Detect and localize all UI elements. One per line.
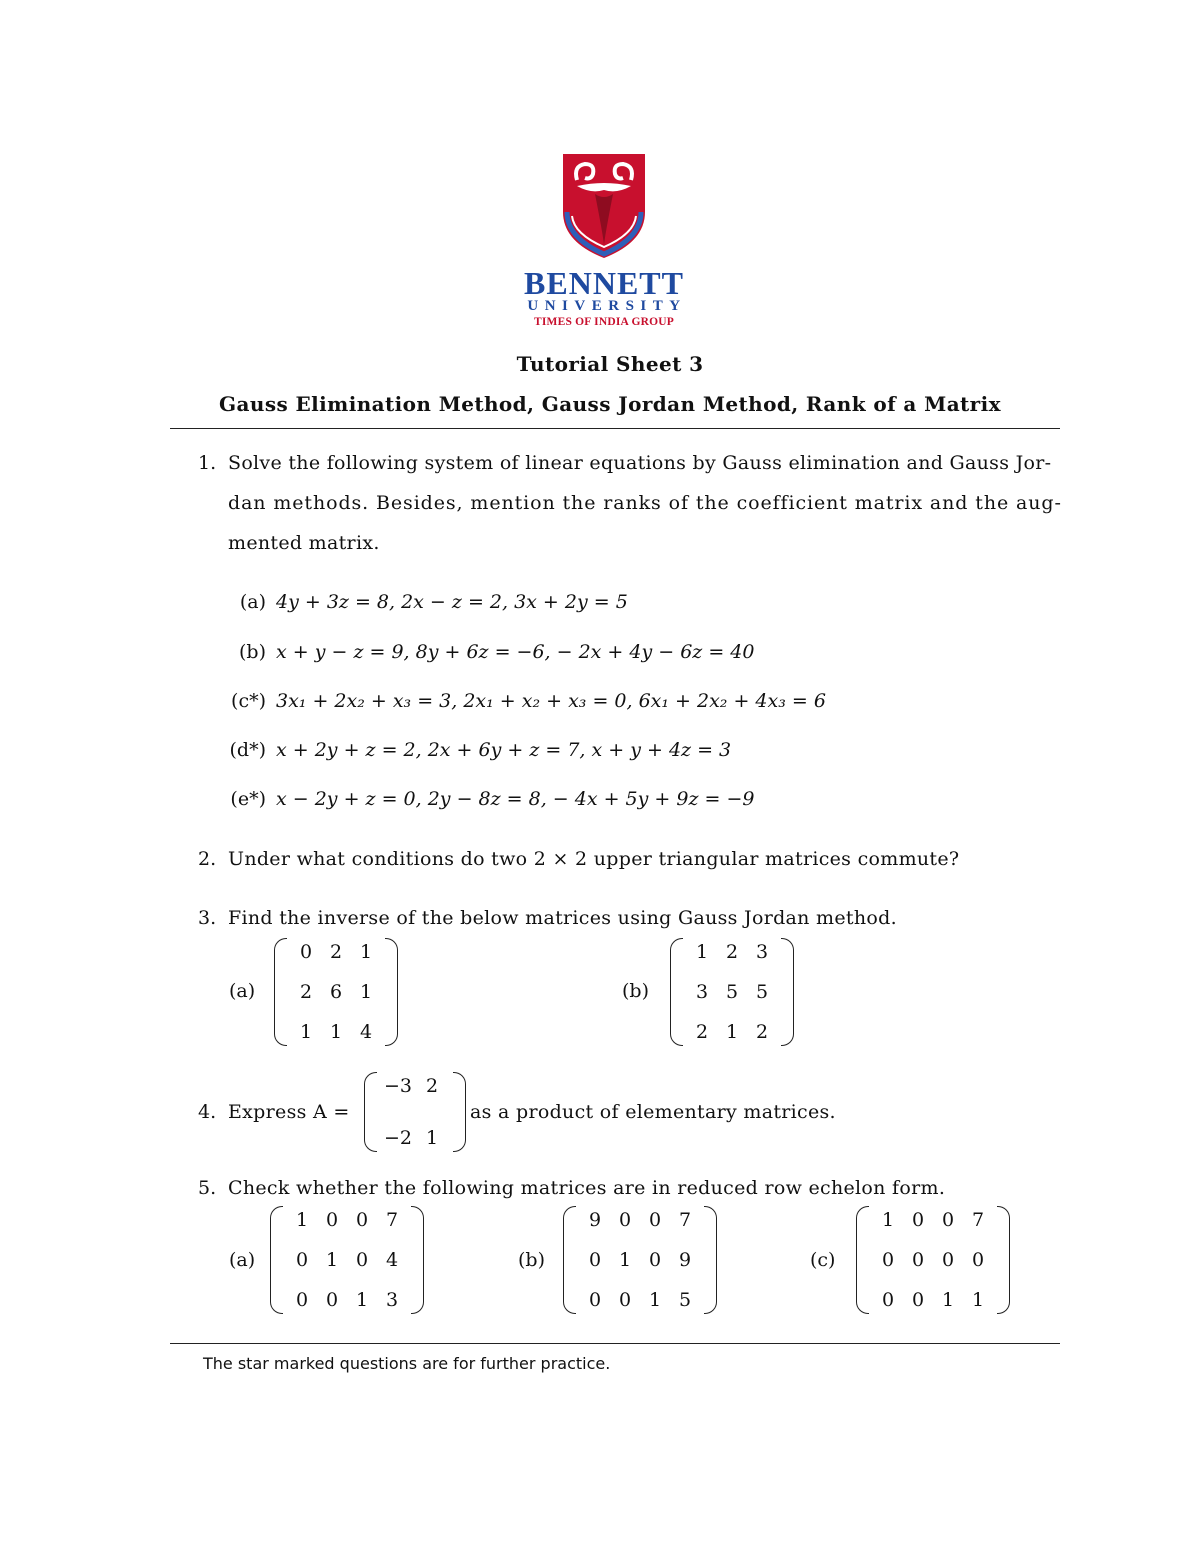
q3a-matrix — [274, 938, 398, 1046]
q5a-matrix-grid — [283, 1206, 411, 1314]
q5a-label: (a) — [229, 1249, 256, 1271]
shield-crest-icon — [559, 150, 649, 260]
q5b-matrix-cell-2-3: 5 — [678, 1289, 692, 1311]
q1b-label: (b) — [239, 641, 266, 663]
q5c-matrix-cell-1-2: 0 — [941, 1249, 955, 1271]
q5-text: Check whether the following matrices are in reduced row echelon form. — [228, 1177, 946, 1199]
left-paren — [364, 1072, 377, 1152]
q5a-matrix-cell-2-0: 0 — [295, 1289, 309, 1311]
q1-line2: dan methods. Besides, mention the ranks of the coefficient matrix and the aug- — [228, 492, 1062, 514]
q2-number: 2. — [198, 848, 217, 870]
left-paren — [670, 938, 683, 1046]
q2-text: Under what conditions do two 2 × 2 upper triangular matrices commute? — [228, 848, 960, 870]
logo-group: TIMES OF INDIA GROUP — [534, 316, 674, 328]
q5b-matrix-grid — [576, 1206, 704, 1314]
q5c-matrix-cell-0-3: 7 — [971, 1209, 985, 1231]
logo-subtitle: UNIVERSITY — [527, 298, 687, 314]
q4-matrix-cell-1-0: −2 — [383, 1127, 412, 1149]
q1d-label: (d*) — [229, 739, 266, 761]
q3b-matrix-cell-2-1: 1 — [725, 1021, 739, 1043]
q5b-matrix-cell-0-2: 0 — [648, 1209, 662, 1231]
q4-suffix: as a product of elementary matrices. — [470, 1101, 836, 1123]
header-divider — [170, 428, 1060, 429]
q4-matrix-cell-1-1: 1 — [425, 1127, 439, 1149]
q5b-matrix-cell-2-0: 0 — [588, 1289, 602, 1311]
q4-matrix — [364, 1072, 466, 1152]
q3b-matrix-grid — [683, 938, 781, 1046]
q3-text: Find the inverse of the below matrices using Gauss Jordan method. — [228, 907, 897, 929]
right-paren — [385, 938, 398, 1046]
q5b-matrix-cell-1-2: 0 — [648, 1249, 662, 1271]
q3b-matrix-cell-0-2: 3 — [755, 941, 769, 963]
q5a-matrix-cell-1-1: 1 — [325, 1249, 339, 1271]
q4-matrix-cell-0-1: 2 — [425, 1075, 439, 1097]
q3b-label: (b) — [622, 980, 649, 1002]
sheet-subtitle: Gauss Elimination Method, Gauss Jordan Method, Rank of a Matrix — [219, 392, 1001, 416]
q4-prefix: Express A = — [228, 1101, 350, 1123]
q4-matrix-grid — [377, 1072, 453, 1152]
q5c-matrix-cell-2-2: 1 — [941, 1289, 955, 1311]
q5b-matrix-cell-0-3: 7 — [678, 1209, 692, 1231]
q3b-matrix-cell-0-0: 1 — [695, 941, 709, 963]
right-paren — [997, 1206, 1010, 1314]
q3a-matrix-cell-2-0: 1 — [299, 1021, 313, 1043]
q3a-matrix-cell-2-2: 4 — [359, 1021, 373, 1043]
q3a-matrix-cell-2-1: 1 — [329, 1021, 343, 1043]
q5b-matrix — [563, 1206, 717, 1314]
right-paren — [781, 938, 794, 1046]
q5b-matrix-cell-1-3: 9 — [678, 1249, 692, 1271]
q5c-matrix-cell-2-3: 1 — [971, 1289, 985, 1311]
q5c-matrix-cell-1-0: 0 — [881, 1249, 895, 1271]
q1-line1: Solve the following system of linear equations by Gauss elimination and Gauss Jor- — [228, 452, 1052, 474]
q5a-matrix-cell-2-2: 1 — [355, 1289, 369, 1311]
q3a-matrix-cell-1-0: 2 — [299, 981, 313, 1003]
q5b-label: (b) — [518, 1249, 545, 1271]
q5a-matrix-cell-1-0: 0 — [295, 1249, 309, 1271]
q5b-matrix-cell-0-1: 0 — [618, 1209, 632, 1231]
q5a-matrix-cell-2-3: 3 — [385, 1289, 399, 1311]
q5a-matrix-cell-1-2: 0 — [355, 1249, 369, 1271]
q1e-equation: x − 2y + z = 0, 2y − 8z = 8, − 4x + 5y + 9z = −9 — [276, 788, 755, 810]
q5c-matrix-cell-2-1: 0 — [911, 1289, 925, 1311]
q5b-matrix-cell-2-2: 1 — [648, 1289, 662, 1311]
q1-line3: mented matrix. — [228, 532, 380, 554]
q5a-matrix-cell-0-0: 1 — [295, 1209, 309, 1231]
q1c-label: (c*) — [231, 690, 266, 712]
q5c-matrix-cell-1-1: 0 — [911, 1249, 925, 1271]
q3b-matrix-cell-1-1: 5 — [725, 981, 739, 1003]
q5c-matrix-cell-0-0: 1 — [881, 1209, 895, 1231]
q1c-equation: 3x₁ + 2x₂ + x₃ = 3, 2x₁ + x₂ + x₃ = 0, 6x₁ + 2x₂ + 4x₃ = 6 — [276, 690, 826, 712]
q1e-label: (e*) — [230, 788, 266, 810]
right-paren — [411, 1206, 424, 1314]
q5a-matrix — [270, 1206, 424, 1314]
right-paren — [704, 1206, 717, 1314]
q3a-matrix-grid — [287, 938, 385, 1046]
q3a-matrix-cell-0-1: 2 — [329, 941, 343, 963]
q3a-matrix-cell-0-0: 0 — [299, 941, 313, 963]
q1b-equation: x + y − z = 9, 8y + 6z = −6, − 2x + 4y − 6z = 40 — [276, 641, 755, 663]
q3a-matrix-cell-0-2: 1 — [359, 941, 373, 963]
q3b-matrix-cell-2-0: 2 — [695, 1021, 709, 1043]
q5-number: 5. — [198, 1177, 217, 1199]
q3b-matrix-cell-2-2: 2 — [755, 1021, 769, 1043]
q5c-matrix-grid — [869, 1206, 997, 1314]
q3a-matrix-cell-1-2: 1 — [359, 981, 373, 1003]
q5a-matrix-cell-0-1: 0 — [325, 1209, 339, 1231]
q5b-matrix-cell-0-0: 9 — [588, 1209, 602, 1231]
q5b-matrix-cell-2-1: 0 — [618, 1289, 632, 1311]
left-paren — [270, 1206, 283, 1314]
q5a-matrix-cell-0-3: 7 — [385, 1209, 399, 1231]
q4-number: 4. — [198, 1101, 217, 1123]
left-paren — [856, 1206, 869, 1314]
left-paren — [563, 1206, 576, 1314]
footnote: The star marked questions are for further practice. — [203, 1354, 611, 1373]
logo-name: BENNETT — [524, 265, 684, 301]
q1a-equation: 4y + 3z = 8, 2x − z = 2, 3x + 2y = 5 — [276, 591, 628, 613]
left-paren — [274, 938, 287, 1046]
q3-number: 3. — [198, 907, 217, 929]
q1a-label: (a) — [239, 591, 266, 613]
q5c-matrix-cell-0-2: 0 — [941, 1209, 955, 1231]
right-paren — [453, 1072, 466, 1152]
q5c-matrix-cell-0-1: 0 — [911, 1209, 925, 1231]
q3b-matrix-cell-1-0: 3 — [695, 981, 709, 1003]
q5b-matrix-cell-1-1: 1 — [618, 1249, 632, 1271]
q5b-matrix-cell-1-0: 0 — [588, 1249, 602, 1271]
footnote-divider — [170, 1343, 1060, 1344]
q5a-matrix-cell-2-1: 0 — [325, 1289, 339, 1311]
q3b-matrix-cell-0-1: 2 — [725, 941, 739, 963]
q4-matrix-cell-0-0: −3 — [383, 1075, 412, 1097]
q3a-matrix-cell-1-1: 6 — [329, 981, 343, 1003]
q1-number: 1. — [198, 452, 217, 474]
q5c-label: (c) — [810, 1249, 836, 1271]
q3b-matrix-cell-1-2: 5 — [755, 981, 769, 1003]
q1d-equation: x + 2y + z = 2, 2x + 6y + z = 7, x + y + 4z = 3 — [276, 739, 732, 761]
q5c-matrix-cell-1-3: 0 — [971, 1249, 985, 1271]
sheet-title: Tutorial Sheet 3 — [516, 352, 704, 376]
university-logo — [514, 150, 694, 330]
q5a-matrix-cell-1-3: 4 — [385, 1249, 399, 1271]
q3a-label: (a) — [229, 980, 256, 1002]
q3b-matrix — [670, 938, 794, 1046]
q5c-matrix-cell-2-0: 0 — [881, 1289, 895, 1311]
q5a-matrix-cell-0-2: 0 — [355, 1209, 369, 1231]
q5c-matrix — [856, 1206, 1010, 1314]
